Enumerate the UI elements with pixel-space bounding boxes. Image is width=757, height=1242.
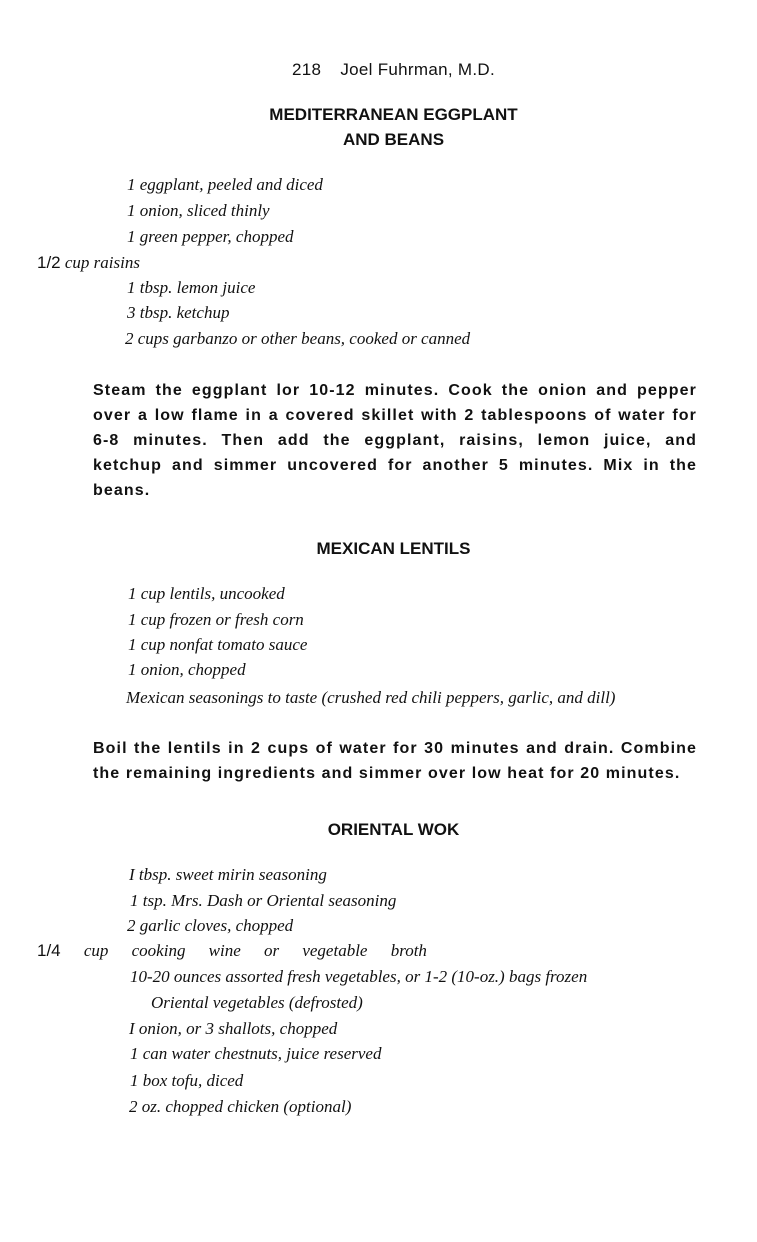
- ingredient-line: 1 cup frozen or fresh corn: [128, 610, 304, 629]
- ingredient-line: [37, 941, 427, 961]
- ingredient-line: 1 cup nonfat tomato sauce: [128, 635, 308, 654]
- ingredient-quantity: 1/2: [37, 253, 61, 272]
- ingredient-line: Mexican seasonings to taste (crushed red chili peppers, garlic, and dill): [126, 688, 616, 707]
- ingredient-line: 2 oz. chopped chicken (optional): [129, 1097, 352, 1116]
- ingredient-line: I onion, or 3 shallots, chopped: [129, 1019, 338, 1038]
- ingredient-line: 2 cups garbanzo or other beans, cooked or canned: [125, 329, 471, 348]
- ingredient-line: 1 box tofu, diced: [130, 1071, 244, 1090]
- recipe-title-line: AND BEANS: [342, 130, 445, 149]
- running-header: [0, 60, 757, 80]
- ingredient-line: 1 tbsp. lemon juice: [127, 278, 256, 297]
- ingredient-line: 1 cup lentils, uncooked: [128, 584, 285, 603]
- ingredient-text: cup raisins: [64, 253, 140, 272]
- recipe-instructions: Boil the lentils in 2 cups of water for 30 minutes and drain. Combine the remaining ingredients and simmer over low heat for 20 minutes.: [93, 740, 697, 782]
- recipe-title-mexican-lentils: [0, 536, 757, 561]
- ingredient-word: vegetable: [302, 941, 368, 960]
- page-number: 218: [292, 60, 322, 79]
- ingredient-line: 1 green pepper, chopped: [127, 227, 294, 246]
- ingredient-line: 1 onion, chopped: [128, 660, 246, 679]
- ingredient-line: I tbsp. sweet mirin seasoning: [129, 865, 327, 884]
- ingredient-word: cooking: [131, 941, 186, 960]
- ingredient-line: Oriental vegetables (defrosted): [151, 993, 363, 1012]
- ingredient-line: 3 tbsp. ketchup: [127, 303, 230, 322]
- ingredient-line: 1 tsp. Mrs. Dash or Oriental seasoning: [130, 891, 397, 910]
- ingredient-line: 1 eggplant, peeled and diced: [127, 175, 323, 194]
- recipe-title-line: MEDITERRANEAN EGGPLANT: [269, 105, 518, 124]
- ingredient-word: broth: [390, 941, 427, 960]
- recipe-title-mediterranean-eggplant: [0, 102, 757, 152]
- ingredient-line: 1 can water chestnuts, juice reserved: [130, 1044, 382, 1063]
- ingredient-line: 2 garlic cloves, chopped: [127, 916, 294, 935]
- ingredient-line: 10-20 ounces assorted fresh vegetables, or 1-2 (10-oz.) bags frozen: [130, 967, 588, 986]
- recipe-title-line: MEXICAN LENTILS: [316, 539, 471, 558]
- ingredient-word: cup: [83, 941, 109, 960]
- recipe-title-line: ORIENTAL WOK: [327, 820, 460, 839]
- recipe-instructions: Steam the eggplant lor 10-12 minutes. Cook the onion and pepper over a low flame in a covered skillet with 2 tablespoons of water for 6-8 minutes. Then add the eggplant, raisins, lemon juice, and ketchup and simmer uncovered for another 5 minutes. Mix in the beans.: [93, 382, 697, 499]
- ingredient-word: or: [264, 941, 280, 960]
- ingredient-word: wine: [208, 941, 241, 960]
- ingredient-quantity: 1/4: [37, 941, 61, 960]
- ingredient-line: 1 onion, sliced thinly: [127, 201, 270, 220]
- author-name: Joel Fuhrman, M.D.: [340, 60, 495, 79]
- ingredient-line: [37, 253, 140, 273]
- recipe-title-oriental-wok: [0, 817, 757, 842]
